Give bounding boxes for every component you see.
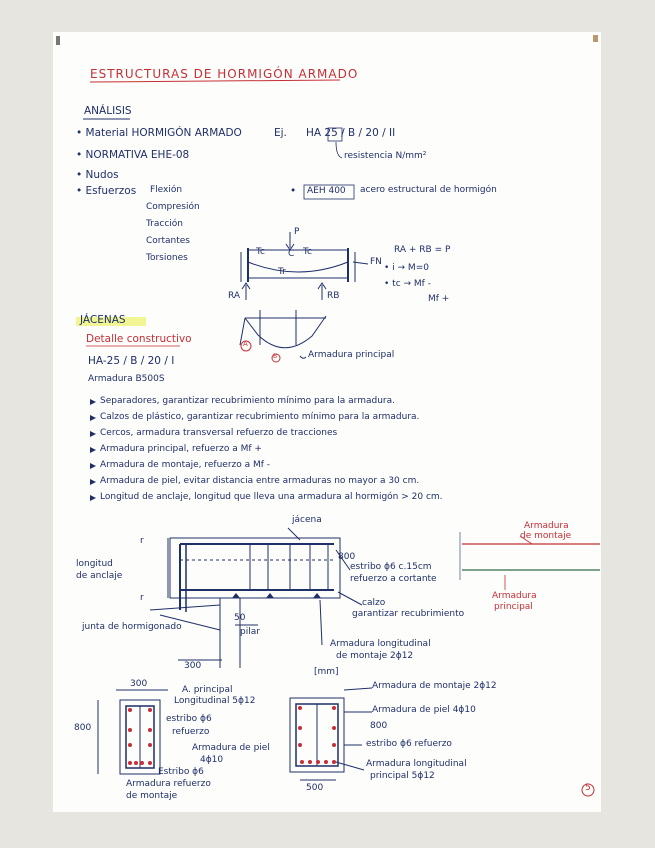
equation-3-text: tc → Mf - bbox=[392, 279, 431, 289]
s2-long-1: Armadura longitudinal bbox=[366, 759, 467, 769]
s1-a-principal: A. principal bbox=[182, 685, 233, 695]
s2-estribo: estribo ϕ6 refuerzo bbox=[366, 739, 452, 749]
side-montaje-1: Armadura bbox=[524, 521, 569, 531]
reaction-b: RB bbox=[327, 291, 340, 301]
s2-dim-500: 500 bbox=[306, 783, 324, 793]
equation-4: Mf + bbox=[428, 294, 450, 304]
effort-1: Flexión bbox=[150, 185, 183, 195]
jacena-label: jácena bbox=[292, 515, 322, 525]
s1-piel-1: Armadura de piel bbox=[192, 743, 270, 753]
bullet-6: Armadura de piel, evitar distancia entre armaduras no mayor a 30 cm. bbox=[100, 476, 420, 486]
example-note: resistencia N/mm² bbox=[344, 151, 427, 161]
bullet-3: Cercos, armadura transversal refuerzo de tracciones bbox=[100, 428, 338, 438]
bullet-markers bbox=[90, 399, 96, 501]
de-anclaje-label: de anclaje bbox=[76, 571, 123, 581]
analisis-item-3-text: Nudos bbox=[85, 169, 119, 181]
jacenas-spec-1: HA-25 / B / 20 / I bbox=[88, 355, 175, 367]
analisis-item-1: • Material HORMIGÓN ARMADO bbox=[76, 127, 242, 139]
steel-note: acero estructural de hormigón bbox=[360, 185, 497, 195]
jacenas-heading: JÁCENAS bbox=[80, 314, 126, 326]
bullet-2: Calzos de plástico, garantizar recubrimiento mínimo para la armadura. bbox=[100, 412, 420, 422]
beam-tc-right: Tc bbox=[303, 247, 312, 257]
s1-piel-2: 4ϕ10 bbox=[200, 755, 224, 765]
circle-a-label: A bbox=[243, 340, 248, 348]
example-code: HA 25 / B / 20 / II bbox=[306, 127, 396, 139]
analisis-item-2-text: NORMATIVA EHE-08 bbox=[85, 149, 190, 161]
refuerzo-cortante-label: refuerzo a cortante bbox=[350, 574, 437, 584]
example-prefix: Ej. bbox=[274, 127, 287, 139]
junta-label: junta de hormigonado bbox=[82, 622, 182, 632]
analisis-item-4-text: Esfuerzos bbox=[85, 185, 137, 197]
side-montaje-2: de montaje bbox=[520, 531, 572, 541]
jacenas-spec-2: Armadura B500S bbox=[88, 374, 165, 384]
s1-montaje-2: de montaje bbox=[126, 791, 178, 801]
long-montaje-1: Armadura longitudinal bbox=[330, 639, 431, 649]
units-label: [mm] bbox=[314, 667, 339, 677]
equation-2-text: i → M=0 bbox=[392, 263, 429, 273]
cross-section-1 bbox=[98, 690, 168, 774]
beam-c-mid: C bbox=[288, 249, 295, 259]
load-label: P bbox=[294, 227, 300, 237]
binder-mark-left bbox=[56, 36, 60, 45]
s1-estribo: estribo ϕ6 bbox=[166, 714, 212, 724]
s1-montaje-1: Armadura refuerzo bbox=[126, 779, 211, 789]
beam-tc-left: Tc bbox=[256, 247, 265, 257]
analisis-heading: ANÁLISIS bbox=[84, 105, 132, 117]
equation-2: • i → M=0 bbox=[384, 263, 429, 273]
s1-estribo-2: Estribo ϕ6 bbox=[158, 767, 204, 777]
beam-tr: Tr bbox=[278, 267, 286, 277]
s1-longitudinal: Longitudinal 5ϕ12 bbox=[174, 696, 256, 706]
s1-refuerzo: refuerzo bbox=[172, 727, 210, 737]
beam-fn: FN bbox=[370, 257, 382, 267]
cross-section-2 bbox=[290, 688, 372, 780]
effort-2: Compresión bbox=[146, 202, 200, 212]
equation-3: • tc → Mf - bbox=[384, 279, 431, 289]
bullet-1: Separadores, garantizar recubrimiento mínimo para la armadura. bbox=[100, 396, 395, 406]
bullet-4: Armadura principal, refuerzo a Mf + bbox=[100, 444, 262, 454]
steel-code: AEH 400 bbox=[307, 186, 346, 196]
s2-long-2: principal 5ϕ12 bbox=[370, 771, 435, 781]
dim-800-detail: 800 bbox=[338, 552, 356, 562]
dim-300-detail: 300 bbox=[184, 661, 202, 671]
binder-mark-right bbox=[593, 35, 598, 42]
cover-r-top: r bbox=[140, 536, 144, 546]
pilar-label: pilar bbox=[240, 627, 260, 637]
beam-diagram bbox=[241, 232, 368, 300]
effort-4: Cortantes bbox=[146, 236, 190, 246]
effort-5: Torsiones bbox=[146, 253, 188, 263]
page-number: 5 bbox=[585, 783, 591, 793]
circle-b-label: B bbox=[273, 353, 278, 360]
cover-r-bottom: r bbox=[140, 593, 144, 603]
effort-3: Tracción bbox=[146, 219, 183, 229]
calzo-note: garantizar recubrimiento bbox=[352, 609, 465, 619]
dim-50: 50 bbox=[234, 613, 246, 623]
estribo-label: estribo ϕ6 c.15cm bbox=[350, 562, 432, 572]
page-title: ESTRUCTURAS DE HORMIGÓN ARMADO bbox=[90, 67, 359, 81]
s2-piel: Armadura de piel 4ϕ10 bbox=[372, 705, 476, 715]
armadura-principal-label: Armadura principal bbox=[308, 350, 395, 360]
s2-dim-800: 800 bbox=[370, 721, 388, 731]
analisis-item-4: • Esfuerzos bbox=[76, 185, 137, 197]
calzo-label: calzo bbox=[362, 598, 386, 608]
analisis-item-1-text: Material HORMIGÓN ARMADO bbox=[85, 127, 242, 139]
analisis-item-3: • Nudos bbox=[76, 169, 119, 181]
jacenas-subheading: Detalle constructivo bbox=[86, 333, 192, 345]
side-principal-1: Armadura bbox=[492, 591, 537, 601]
s2-montaje: Armadura de montaje 2ϕ12 bbox=[372, 681, 497, 691]
reaction-a: RA bbox=[228, 291, 241, 301]
s1-dim-300: 300 bbox=[130, 679, 148, 689]
equation-1: RA + RB = P bbox=[394, 245, 451, 255]
long-montaje-2: de montaje 2ϕ12 bbox=[336, 651, 414, 661]
s1-dim-800: 800 bbox=[74, 723, 92, 733]
bullet-7: Longitud de anclaje, longitud que lleva una armadura al hormigón > 20 cm. bbox=[100, 492, 443, 502]
bullet-5: Armadura de montaje, refuerzo a Mf - bbox=[100, 460, 271, 470]
side-principal-2: principal bbox=[494, 602, 533, 612]
longitud-label: longitud bbox=[76, 559, 113, 569]
analisis-item-2: • NORMATIVA EHE-08 bbox=[76, 149, 190, 161]
